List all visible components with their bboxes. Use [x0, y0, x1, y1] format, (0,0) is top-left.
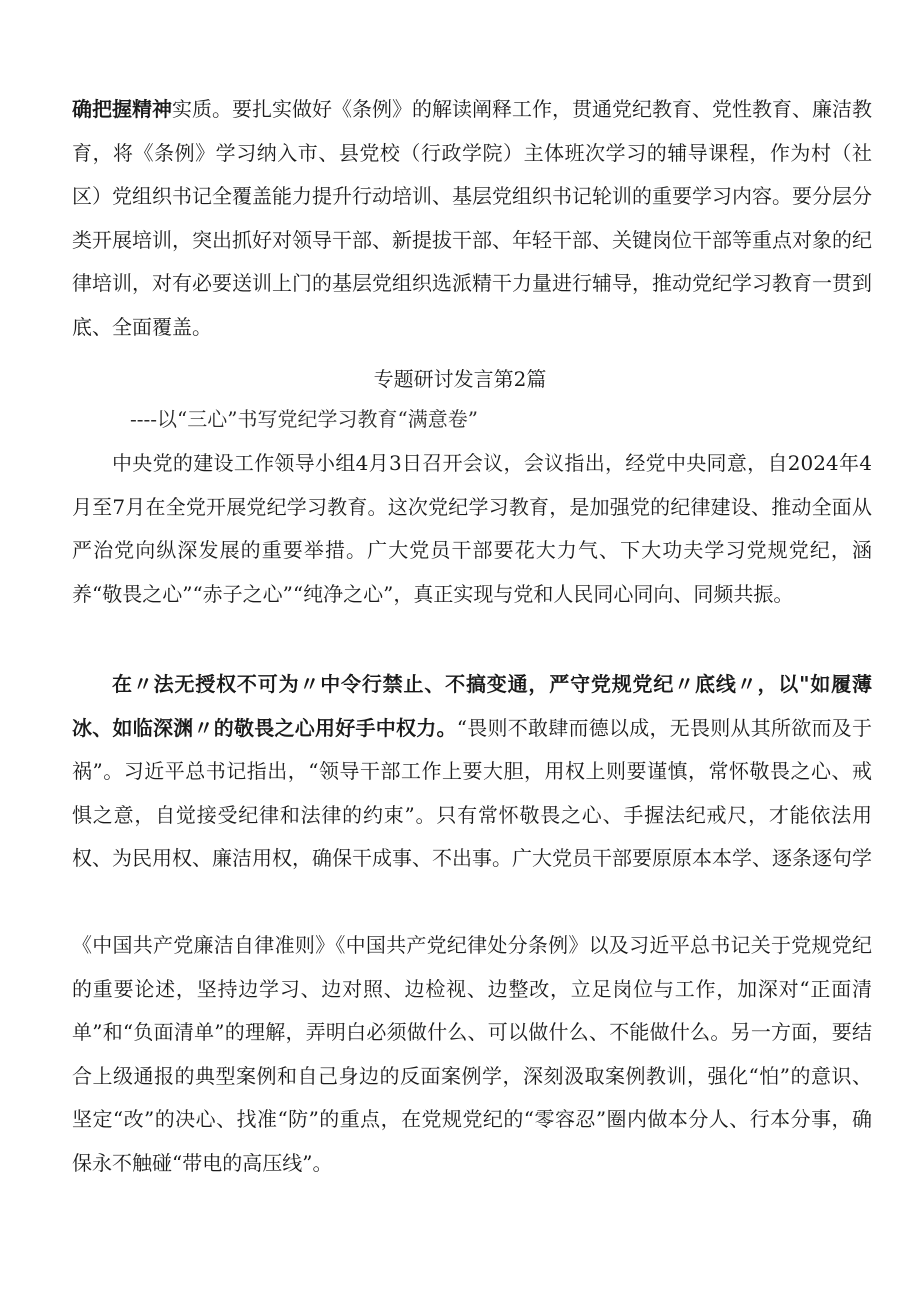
paragraph-1-bold-lead: 确把握精神 [72, 97, 172, 121]
paragraph-3 [72, 663, 872, 881]
paragraph-3-text: “畏则不敢肆而德以成，无畏则从其所欲而及于祸”。习近平总书记指出，“领导干部工作上要大胆，用权上则要谨慎，常怀敬畏之心、戒惧之意，自觉接受纪律和法律的约束”。只有常怀敬畏之心、手握法纪戒尺，才能依法用权、为民用权、廉洁用权，确保干成事、不出事。广大党员干部要原原本本学、逐条逐句学 [72, 715, 872, 870]
paragraph-1 [72, 88, 872, 349]
paragraph-1-text: 实质。要扎实做好《条例》的解读阐释工作，贯通党纪教育、党性教育、廉洁教育，将《条例》学习纳入市、县党校（行政学院）主体班次学习的辅导课程，作为村（社区）党组织书记全覆盖能力提升行动培训、基层党组织书记轮训的重要学习内容。要分层分类开展培训，突出抓好对领导干部、新提拔干部、年轻干部、关键岗位干部等重点对象的纪律培训，对有必要送训上门的基层党组织选派精干力量进行辅导，推动党纪学习教育一贯到底、全面覆盖。 [72, 97, 872, 339]
paragraph-3-bold-lead: 在〃法无授权不可为〃中令行禁止、不搞变通，严守党规党纪〃底线〃，以"如履薄冰、如临深渊〃的敬畏之心用好手中权力。 [72, 672, 872, 740]
section-subtitle: ----以“三心”书写党纪学习教育“满意卷” [130, 407, 478, 431]
paragraph-4: 《中国共产党廉洁自律准则》《中国共产党纪律处分条例》以及习近平总书记关于党规党纪的重要论述，坚持边学习、边对照、边检视、边整改，立足岗位与工作，加深对“正面清单”和“负面清单”的理解，弄明白必须做什么、可以做什么、不能做什么。另一方面，要结合上级通报的典型案例和自己身边的反面案例学，深刻汲取案例教训，强化“怕”的意识、坚定“改”的决心、找准“防”的重点，在党规党纪的“零容忍”圈内做本分人、行本分事，确保永不触碰“带电的高压线”。 [72, 933, 872, 1175]
section-title: 专题研讨发言第2篇 [373, 367, 547, 391]
paragraph-2: 中央党的建设工作领导小组4月3日召开会议，会议指出，经党中央同意，自2024年4月至7月在全党开展党纪学习教育。这次党纪学习教育，是加强党的纪律建设、推动全面从严治党向纵深发展的重要举措。广大党员干部要花大力气、下大功夫学习党规党纪，涵养“敬畏之心”“赤子之心”“纯净之心”，真正实现与党和人民同心同向、同频共振。 [72, 451, 872, 606]
